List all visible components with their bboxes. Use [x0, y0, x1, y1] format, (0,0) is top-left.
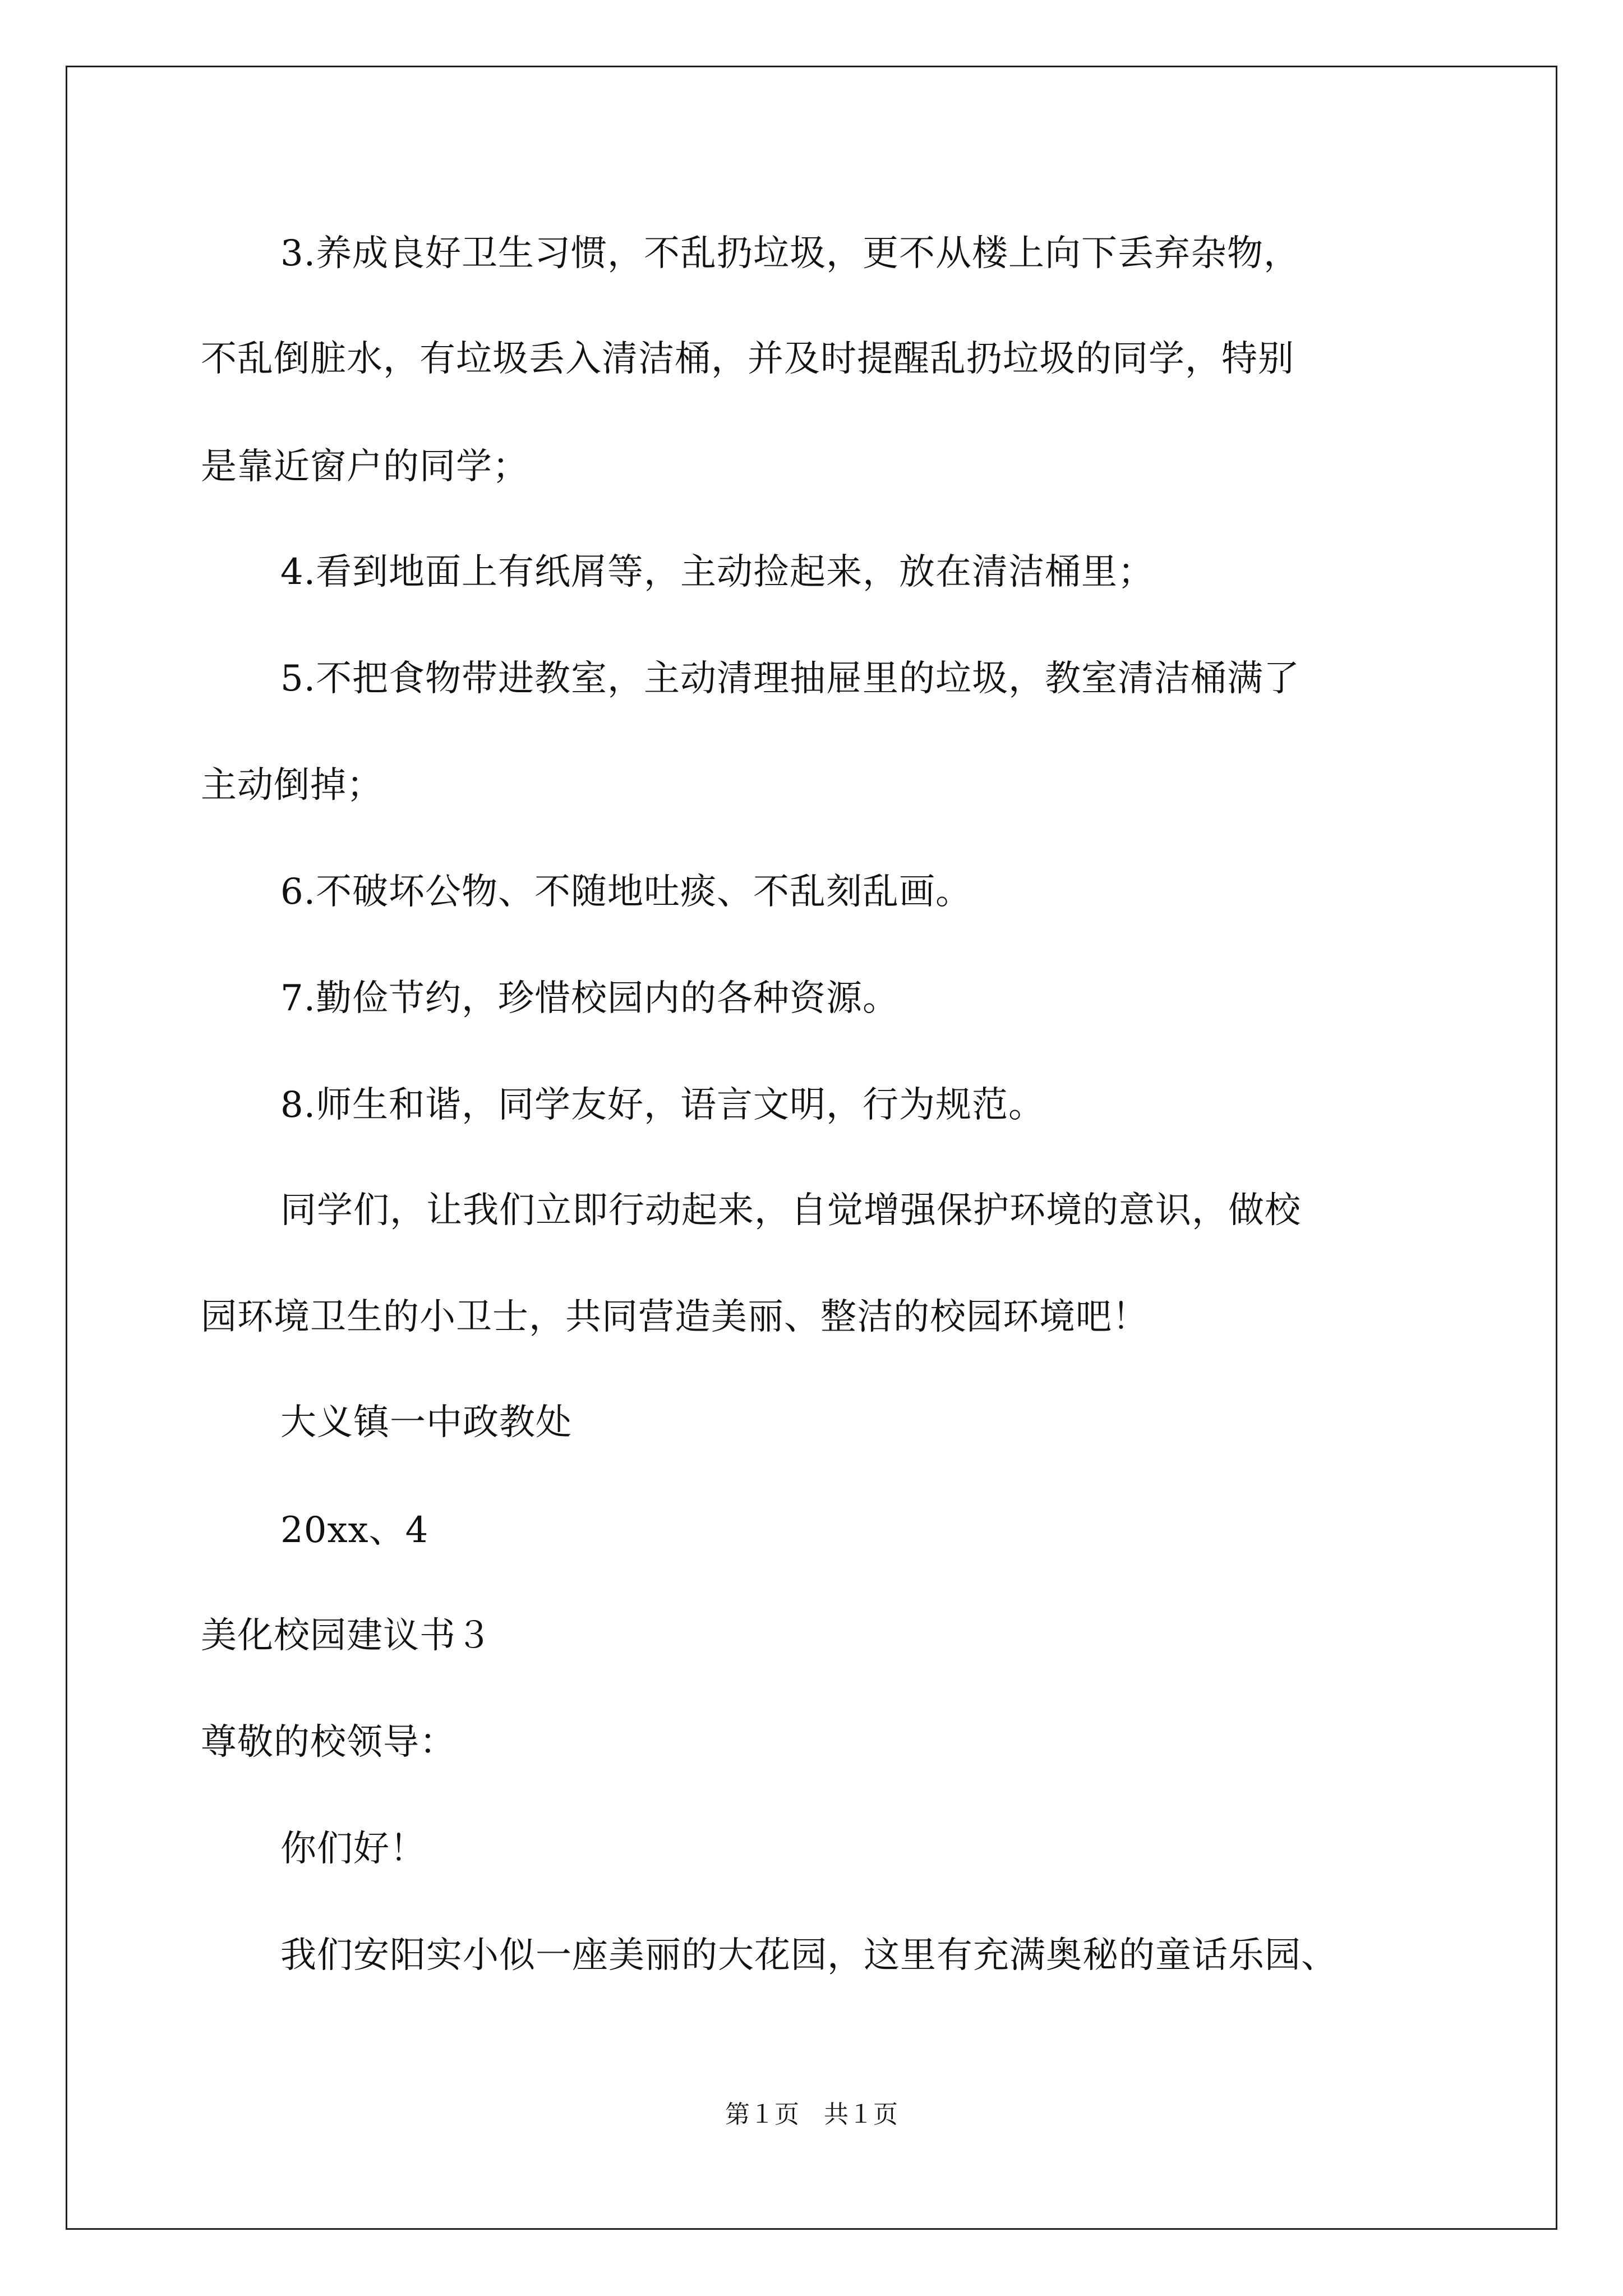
paragraph-item-4: 4.看到地面上有纸屑等，主动捡起来，放在清洁桶里； — [280, 551, 1155, 593]
signature-date: 20xx、4 — [280, 1510, 429, 1551]
section-title: 美化校园建议书３ — [201, 1615, 492, 1657]
paragraph-item-3-line-2: 不乱倒脏水，有垃圾丢入清洁桶，并及时提醒乱扔垃圾的同学，特别 — [201, 338, 1294, 380]
closing-paragraph-line-1: 同学们，让我们立即行动起来，自觉增强保护环境的意识，做校 — [280, 1190, 1301, 1231]
paragraph-item-7: 7.勤俭节约，珍惜校园内的各种资源。 — [280, 978, 900, 1019]
page-border — [66, 66, 1557, 2230]
paragraph-item-5-line-1: 5.不把食物带进教室，主动清理抽屉里的垃圾，教室清洁桶满了 — [280, 658, 1301, 700]
page-footer: 第１页 共１页 — [725, 2100, 898, 2129]
closing-paragraph-line-2: 园环境卫生的小卫士，共同营造美丽、整洁的校园环境吧！ — [201, 1296, 1149, 1338]
paragraph-item-3-line-3: 是靠近窗户的同学； — [201, 446, 529, 487]
paragraph-item-6: 6.不破坏公物、不随地吐痰、不乱刻乱画。 — [280, 871, 972, 913]
paragraph-item-5-line-2: 主动倒掉； — [201, 765, 383, 806]
body-paragraph-line-1: 我们安阳实小似一座美丽的大花园，这里有充满奥秘的童话乐园、 — [280, 1935, 1338, 1976]
signature-organization: 大义镇一中政教处 — [280, 1402, 572, 1443]
greeting: 你们好！ — [280, 1828, 426, 1870]
paragraph-item-3-line-1: 3.养成良好卫生习惯，不乱扔垃圾，更不从楼上向下丢弃杂物， — [280, 233, 1301, 274]
salutation: 尊敬的校领导： — [201, 1722, 456, 1763]
paragraph-item-8: 8.师生和谐，同学友好，语言文明，行为规范。 — [280, 1084, 1045, 1126]
